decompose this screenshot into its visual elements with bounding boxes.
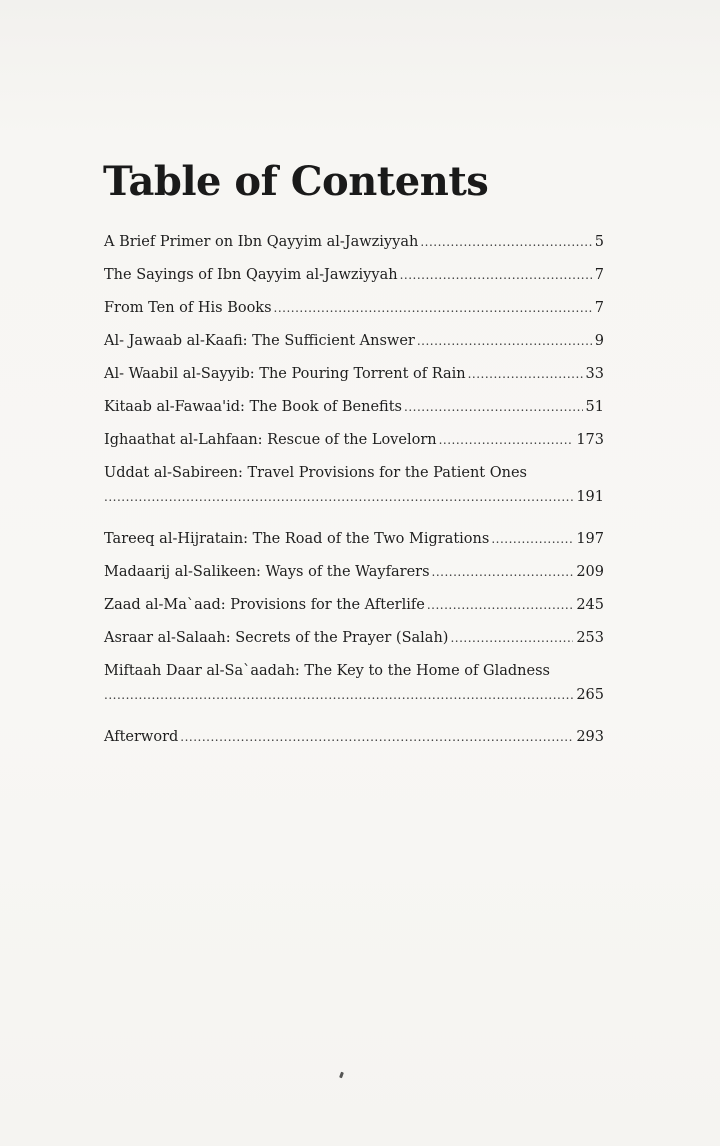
- toc-entry: [104, 628, 604, 661]
- dot-leader: [404, 397, 583, 417]
- toc-entry-title: Al- Jawaab al-Kaafi: The Sufficient Answer: [104, 333, 415, 349]
- toc-entry-page: 245: [576, 597, 604, 613]
- toc-entry: [104, 529, 604, 562]
- toc-entry: [104, 232, 604, 265]
- toc-entry-title: Al- Waabil al-Sayyib: The Pouring Torrent of Rain: [104, 366, 466, 382]
- toc-entry: [104, 331, 604, 364]
- toc-entry-page: 7: [594, 267, 604, 283]
- toc-entry: [104, 397, 604, 430]
- dot-leader: [420, 232, 591, 252]
- dot-leader: [439, 430, 574, 450]
- toc-entry: [104, 265, 604, 298]
- toc-entry-page: 293: [576, 729, 604, 745]
- dot-leader: [427, 595, 573, 615]
- dot-leader: [450, 628, 573, 648]
- page-title: Table of Contents: [103, 158, 489, 205]
- toc-entry: [104, 595, 604, 628]
- toc-entry-page: 191: [576, 489, 604, 505]
- toc-entry-page: 265: [576, 687, 604, 703]
- toc-entry: [104, 364, 604, 397]
- dot-leader: [417, 331, 592, 351]
- toc-entry-title: Madaarij al-Salikeen: Ways of the Wayfarers: [104, 564, 430, 580]
- toc-entry-page: 253: [576, 630, 604, 646]
- dot-leader: [468, 364, 583, 384]
- ink-speck: [339, 1072, 344, 1079]
- toc-entry-title: Uddat al-Sabireen: Travel Provisions for the Patient Ones: [104, 465, 527, 481]
- toc-entry-page: 197: [576, 531, 604, 547]
- toc-entry: [104, 661, 604, 727]
- dot-leader: [491, 529, 573, 549]
- toc-entry-page: 5: [594, 234, 604, 250]
- toc-entry-page: 7: [594, 300, 604, 316]
- toc-entry-page: 9: [594, 333, 604, 349]
- toc-entry-page: 33: [585, 366, 604, 382]
- dot-leader: [400, 265, 592, 285]
- dot-leader: [432, 562, 574, 582]
- toc-entry-page: 209: [576, 564, 604, 580]
- toc-entry: [104, 727, 604, 760]
- toc-entry-title: Miftaah Daar al-Sa`aadah: The Key to the Home of Gladness: [104, 663, 550, 679]
- dot-leader: [104, 685, 573, 705]
- dot-leader: [274, 298, 592, 318]
- toc-entry-page: 51: [585, 399, 604, 415]
- toc-entry: [104, 430, 604, 463]
- toc-entry-title: A Brief Primer on Ibn Qayyim al-Jawziyyah: [104, 234, 419, 250]
- toc-entry: [104, 463, 604, 529]
- dot-leader: [104, 487, 573, 507]
- dot-leader: [180, 727, 573, 747]
- table-of-contents: [104, 232, 604, 760]
- toc-entry-title: Ighaathat al-Lahfaan: Rescue of the Lovelorn: [104, 432, 437, 448]
- toc-entry-title: The Sayings of Ibn Qayyim al-Jawziyyah: [104, 267, 398, 283]
- toc-entry-title: Zaad al-Ma`aad: Provisions for the Afterlife: [104, 597, 425, 613]
- toc-entry-title: Kitaab al-Fawaa'id: The Book of Benefits: [104, 399, 402, 415]
- toc-entry-title: Afterword: [104, 729, 179, 745]
- toc-entry: [104, 298, 604, 331]
- toc-entry-title: From Ten of His Books: [104, 300, 272, 316]
- toc-entry: [104, 562, 604, 595]
- toc-entry-page: 173: [576, 432, 604, 448]
- toc-entry-title: Tareeq al-Hijratain: The Road of the Two Migrations: [104, 531, 490, 547]
- toc-entry-title: Asraar al-Salaah: Secrets of the Prayer (Salah): [104, 630, 449, 646]
